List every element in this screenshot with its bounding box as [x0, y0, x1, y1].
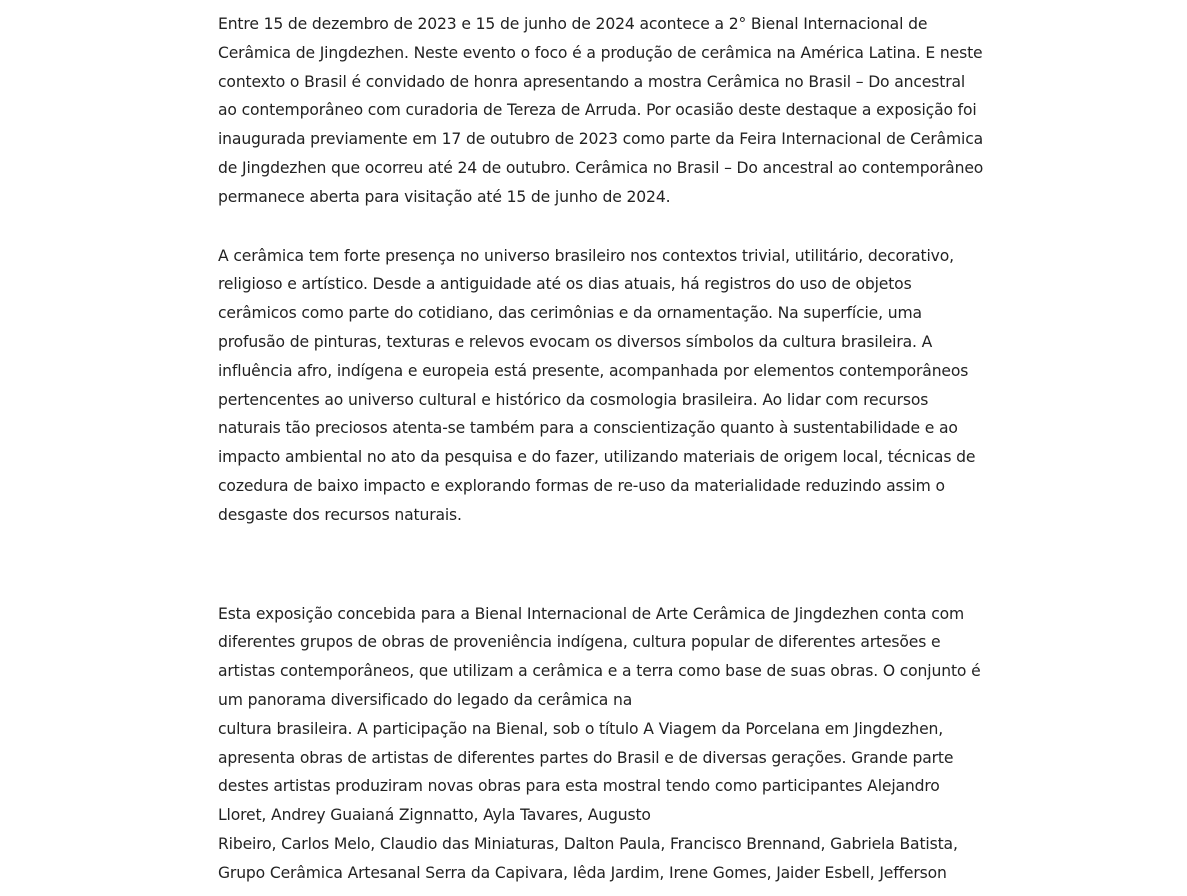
- article-body: [218, 10, 984, 888]
- text-line: influência afro, indígena e europeia está presente, acompanhada por elementos contemporâneos: [218, 361, 969, 380]
- text-line: desgaste dos recursos naturais.: [218, 505, 462, 524]
- paragraph-exhibition-intro: [218, 10, 984, 212]
- text-line: contexto o Brasil é convidado de honra apresentando a mostra Cerâmica no Brasil – Do ancestral: [218, 72, 966, 91]
- text-line: artistas contemporâneos, que utilizam a cerâmica e a terra como base de suas obras. O conjunto é: [218, 662, 981, 681]
- text-line: religioso e artístico. Desde a antiguidade até os dias atuais, há registros do uso de objetos: [218, 275, 912, 294]
- text-line: inaugurada previamente em 17 de outubro de 2023 como parte da Feira Internacional de Cerâmica: [218, 130, 984, 149]
- text-line: apresenta obras de artistas de diferentes partes do Brasil e de diversas gerações. Grande parte: [218, 748, 954, 767]
- text-line: cultura brasileira. A participação na Bienal, sob o título A Viagem da Porcelana em Jingdezhen,: [218, 719, 944, 738]
- text-line: Lloret, Andrey Guaianá Zignnatto, Ayla Tavares, Augusto: [218, 806, 651, 825]
- text-line: cozedura de baixo impacto e explorando formas de re-uso da materialidade reduzindo assim o: [218, 476, 945, 495]
- text-line: um panorama diversificado do legado da cerâmica na: [218, 690, 633, 709]
- text-line: permanece aberta para visitação até 15 de junho de 2024.: [218, 187, 671, 206]
- paragraph-ceramics-in-brazil: [218, 242, 976, 530]
- text-line: de Jingdezhen que ocorreu até 24 de outubro. Cerâmica no Brasil – Do ancestral ao contemporâneo: [218, 158, 984, 177]
- text-line: destes artistas produziram novas obras para esta mostral tendo como participantes Alejandro: [218, 777, 940, 796]
- text-line: Esta exposição concebida para a Bienal Internacional de Arte Cerâmica de Jingdezhen conta com: [218, 604, 965, 623]
- text-line: Cerâmica de Jingdezhen. Neste evento o foco é a produção de cerâmica na América Latina. E neste: [218, 43, 983, 62]
- text-line: A cerâmica tem forte presença no universo brasileiro nos contextos trivial, utilitário, decorativo,: [218, 246, 954, 265]
- text-line: naturais tão preciosos atenta-se também para a conscientização quanto à sustentabilidade e ao: [218, 419, 958, 438]
- text-line: profusão de pinturas, texturas e relevos evocam os diversos símbolos da cultura brasileira. A: [218, 332, 933, 351]
- text-line: ao contemporâneo com curadoria de Tereza de Arruda. Por ocasião deste destaque a exposição foi: [218, 101, 977, 120]
- text-line: impacto ambiental no ato da pesquisa e do fazer, utilizando materiais de origem local, técnicas de: [218, 448, 976, 467]
- text-line: pertencentes ao universo cultural e histórico da cosmologia brasileira. Ao lidar com recursos: [218, 390, 929, 409]
- text-line: Ribeiro, Carlos Melo, Claudio das Miniaturas, Dalton Paula, Francisco Brennand, Gabriela Batista,: [218, 834, 958, 853]
- text-line: Entre 15 de dezembro de 2023 e 15 de junho de 2024 acontece a 2° Bienal Internacional de: [218, 15, 928, 33]
- text-line: cerâmicos como parte do cotidiano, das cerimônias e da ornamentação. Na superfície, uma: [218, 304, 922, 323]
- paragraph-exhibition-artists: [218, 600, 981, 888]
- text-line: Grupo Cerâmica Artesanal Serra da Capivara, Iêda Jardim, Irene Gomes, Jaider Esbell, Jefferson: [218, 863, 947, 882]
- text-line: diferentes grupos de obras de proveniência indígena, cultura popular de diferentes artesões e: [218, 633, 941, 652]
